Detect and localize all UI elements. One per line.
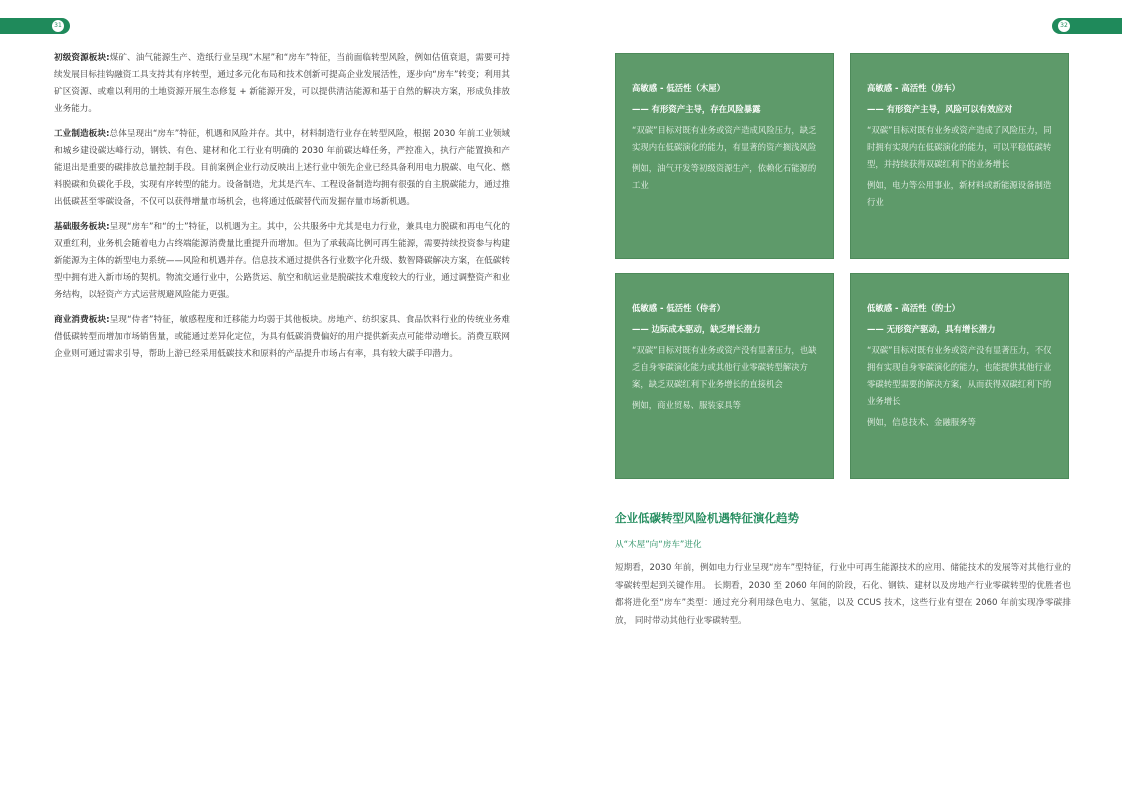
paragraph-services	[54, 219, 510, 304]
card-body: “双碳”目标对既有业务或资产没有显著压力，不仅拥有实现自身零碳演化的能力，也能提供其他行业零碳转型需要的解决方案，从而获得双碳红利下的业务增长	[867, 345, 1052, 406]
page-number-tab-right	[1052, 18, 1122, 34]
paragraph-text: 总体呈现出“房车”特征，机遇和风险并存。其中，材料制造行业存在转型风险，根据 2030 年前工业领域和城乡建设碳达峰行动，钢铁、有色、建材和化工行业有明确的 2030 年前碳达峰任务，严控准入，执行产能置换和产能退出是重要的碳排放总量控制手段。目前案例企业行动反映出上述行业中领先企业已经具备利用电力脱碳、电气化、燃料脱碳和负碳化手段，实现有序转型的能力。设备制造，尤其是汽车、工程设备制造均拥有很强的自主脱碳能力，通过推出低碳甚至零碳设备，不仅可以获得增量市场机会，也将通过低碳替代而发掘存量市场新机遇。	[54, 129, 511, 207]
paragraph-text: 呈现“房车”和“的士”特征，以机遇为主。其中，公共服务中尤其是电力行业，兼具电力脱碳和再电气化的双重红利，业务机会随着电力占终端能源消费量比重提升而增加。但为了承载高比例可再生能源，需要持续投资参与构建新能源为主体的新型电力系统——风险和机遇并存。信息技术通过提供各行业数字化升级、数智降碳解决方案，在低碳转型中拥有进入新市场的契机。物流交通行业中，公路货运、航空和航运业是脱碳技术难度较大的行业，通过调整资产和业务结构，以轻资产方式运营规避风险能力更强。	[54, 222, 510, 300]
paragraph-heading: 初级资源板块:	[54, 53, 110, 63]
paragraph-consumer	[54, 312, 510, 363]
card-title: 高敏感 - 低活性（木屋）	[632, 83, 726, 93]
paragraph-text: 呈现“侍者”特征，敏感程度和迁移能力均弱于其他板块。房地产、纺织家具、食品饮料行业的传统业务难借低碳转型而增加市场销售量，或能通过差异化定位，为具有低碳消费偏好的用户提供新卖点可能带动增长。消费互联网企业则可通过需求引导，帮助上游已经采用低碳技术和原料的产品提升市场占有率，具有较大碳手印潜力。	[54, 315, 510, 359]
section-subtitle: 从“木屋”向“房车”进化	[615, 540, 702, 550]
card-example: 例如，信息技术、金融服务等	[867, 417, 976, 427]
paragraph-heading: 商业消费板块:	[54, 315, 110, 325]
card-subtitle: —— 有形资产主导，风险可以有效应对	[867, 104, 1013, 114]
page-number-left: 31	[52, 20, 64, 32]
paragraph-heading: 工业制造板块:	[54, 129, 110, 139]
page-number-right: 32	[1058, 20, 1070, 32]
card-example: 例如，油气开发等初级资源生产，依赖化石能源的工业	[632, 163, 817, 190]
card-subtitle: —— 边际成本驱动，缺乏增长潜力	[632, 324, 761, 334]
paragraph-text: 煤矿、油气能源生产、造纸行业呈现“木屋”和“房车”特征，当前面临转型风险，例如估值衰退，需要可持续发展目标挂钩融资工具支持其有序转型，通过多元化布局和技术创新可提高企业发展活性，逐步向“房车”转变；利用其矿区资源、或难以利用的土地资源开展生态修复 + 新能源开发，可以提供清洁能源和基于自然的解决方案，形成负排放业务能力。	[54, 53, 510, 114]
card-body: “双碳”目标对既有业务或资产造成风险压力，缺乏实现内在低碳演化的能力，有显著的资产搁浅风险	[632, 125, 817, 152]
card-subtitle: —— 无形资产驱动，具有增长潜力	[867, 324, 996, 334]
card-title: 低敏感 - 低活性（侍者）	[632, 303, 726, 313]
card-rv	[850, 53, 1069, 259]
card-subtitle: —— 有形资产主导，存在风险暴露	[632, 104, 761, 114]
paragraph-industrial	[54, 126, 510, 211]
card-body: “双碳”目标对既有业务或资产造成了风险压力，同时拥有实现内在低碳演化的能力，可以平稳低碳转型，并持续获得双碳红利下的业务增长	[867, 125, 1052, 169]
left-column-text	[54, 50, 510, 371]
card-title: 低敏感 - 高活性（的士）	[867, 303, 961, 313]
page-number-tab-left	[0, 18, 70, 34]
paragraph-resources	[54, 50, 510, 118]
card-example: 例如，商业贸易、服装家具等	[632, 400, 741, 410]
card-body: “双碳”目标对既有业务或资产没有显著压力，也缺乏自身零碳演化能力或其他行业零碳转型解决方案，缺乏双碳红利下业务增长的直接机会	[632, 345, 817, 389]
paragraph-heading: 基础服务板块:	[54, 222, 110, 232]
card-title: 高敏感 - 高活性（房车）	[867, 83, 961, 93]
card-taxi	[850, 273, 1069, 479]
card-log-cabin	[615, 53, 834, 259]
card-example: 例如，电力等公用事业，新材料或新能源设备制造行业	[867, 180, 1052, 207]
card-waiter	[615, 273, 834, 479]
section-body: 短期看，2030 年前，例如电力行业呈现“房车”型特征，行业中可再生能源技术的应用、储能技术的发展等对其他行业的零碳转型起到关键作用。 长期看，2030 至 2060 年间的阶段，石化、钢铁、建材以及房地产行业零碳转型的优胜者也都将进化至“房车”类型：通过充分利用绿色电力、氢能，以及 CCUS 技术，这些行业有望在 2060 年前实现净零碳排放， 同时带动其他行业零碳转型。	[615, 563, 1071, 626]
section-title: 企业低碳转型风险机遇特征演化趋势	[615, 511, 799, 525]
